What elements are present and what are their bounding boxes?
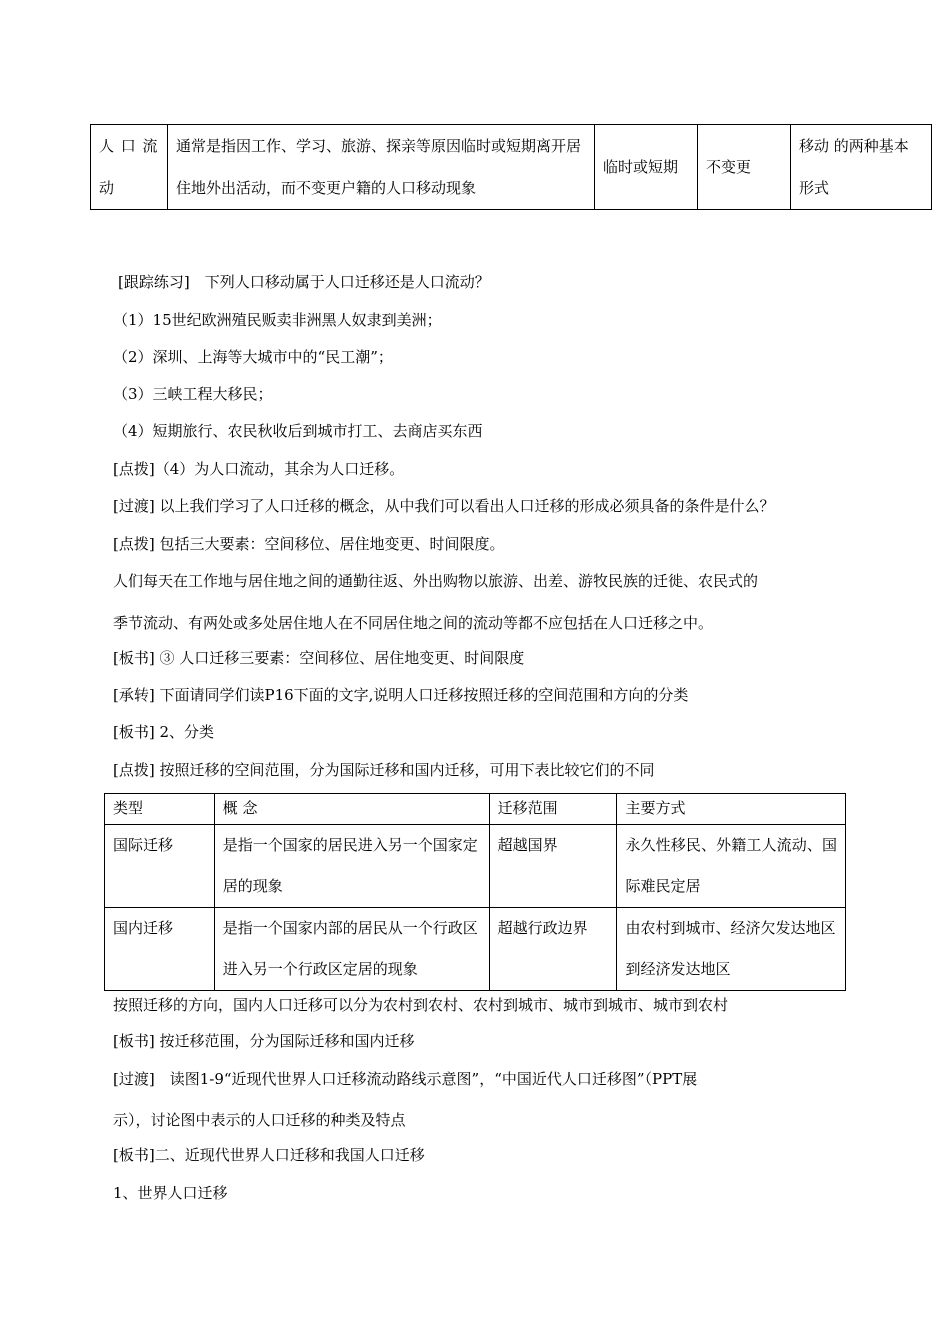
- text-line: 按照迁移的方向，国内人口迁移可以分为农村到农村、农村到城市、城市到城市、城市到农村: [113, 996, 729, 1014]
- cell-concept: 是指一个国家的居民进入另一个国家定居的现象: [214, 825, 489, 908]
- header-concept: 概 念: [214, 794, 489, 825]
- flow-time-cell: 临时或短期: [595, 125, 698, 210]
- text-line: 1、世界人口迁移: [113, 1184, 228, 1202]
- text-line: [点拨] 包括三大要素：空间移位、居住地变更、时间限度。: [113, 535, 505, 553]
- text-line: 示），讨论图中表示的人口迁移的种类及特点: [113, 1111, 406, 1129]
- text-line: （3）三峡工程大移民；: [113, 385, 273, 403]
- cell-type: 国际迁移: [105, 825, 215, 908]
- text-line: [过渡] 读图1-9“近现代世界人口迁移流动路线示意图”，“中国近代人口迁移图”（PPT展: [113, 1070, 698, 1088]
- text-line: [点拨] 按照迁移的空间范围，分为国际迁移和国内迁移，可用下表比较它们的不同: [113, 761, 655, 779]
- text-line: [板书]二、近现代世界人口迁移和我国人口迁移: [113, 1146, 425, 1164]
- text-line: 季节流动、有两处或多处居住地人在不同居住地之间的流动等都不应包括在人口迁移之中。: [113, 614, 714, 632]
- header-type: 类型: [105, 794, 215, 825]
- table-row: [105, 825, 846, 908]
- cell-mode: 永久性移民、外籍工人流动、国际难民定居: [617, 825, 846, 908]
- text-line: （2）深圳、上海等大城市中的“民工潮”；: [113, 348, 393, 366]
- text-line: [板书] 按迁移范围，分为国际迁移和国内迁移: [113, 1032, 415, 1050]
- text-line: （1）15世纪欧洲殖民贩卖非洲黑人奴隶到美洲；: [113, 311, 442, 329]
- table-header-row: [105, 794, 846, 825]
- header-range: 迁移范围: [489, 794, 617, 825]
- migration-type-table: [104, 793, 846, 991]
- flow-note-cell: 移动 的两种基本形式: [791, 125, 932, 210]
- text-line: [过渡] 以上我们学习了人口迁移的概念，从中我们可以看出人口迁移的形成必须具备的条件是什么？: [113, 497, 775, 515]
- cell-type: 国内迁移: [105, 908, 215, 991]
- cell-range: 超越行政边界: [489, 908, 617, 991]
- text-line: [承转] 下面请同学们读P16下面的文字,说明人口迁移按照迁移的空间范围和方向的分类: [113, 686, 689, 704]
- cell-range: 超越国界: [489, 825, 617, 908]
- text-line: （4）短期旅行、农民秋收后到城市打工、去商店买东西: [113, 422, 483, 440]
- header-mode: 主要方式: [617, 794, 846, 825]
- table-row: [105, 908, 846, 991]
- flow-type-cell: 人 口 流动: [91, 125, 168, 210]
- table-row: [91, 125, 932, 210]
- text-line: [板书] 2、分类: [113, 723, 215, 741]
- cell-concept: 是指一个国家内部的居民从一个行政区进入另一个行政区定居的现象: [214, 908, 489, 991]
- text-line: [板书] ③ 人口迁移三要素：空间移位、居住地变更、时间限度: [113, 649, 525, 667]
- flow-concept-cell: 通常是指因工作、学习、旅游、探亲等原因临时或短期离开居住地外出活动，而不变更户籍的人口移动现象: [168, 125, 595, 210]
- cell-mode: 由农村到城市、经济欠发达地区到经济发达地区: [617, 908, 846, 991]
- population-flow-table: [90, 124, 932, 210]
- flow-huji-cell: 不变更: [698, 125, 791, 210]
- text-line: [跟踪练习] 下列人口移动属于人口迁移还是人口流动？: [118, 273, 490, 291]
- text-line: [点拨]（4）为人口流动，其余为人口迁移。: [113, 460, 405, 478]
- text-line: 人们每天在工作地与居住地之间的通勤往返、外出购物以旅游、出差、游牧民族的迁徙、农民式的: [113, 572, 759, 590]
